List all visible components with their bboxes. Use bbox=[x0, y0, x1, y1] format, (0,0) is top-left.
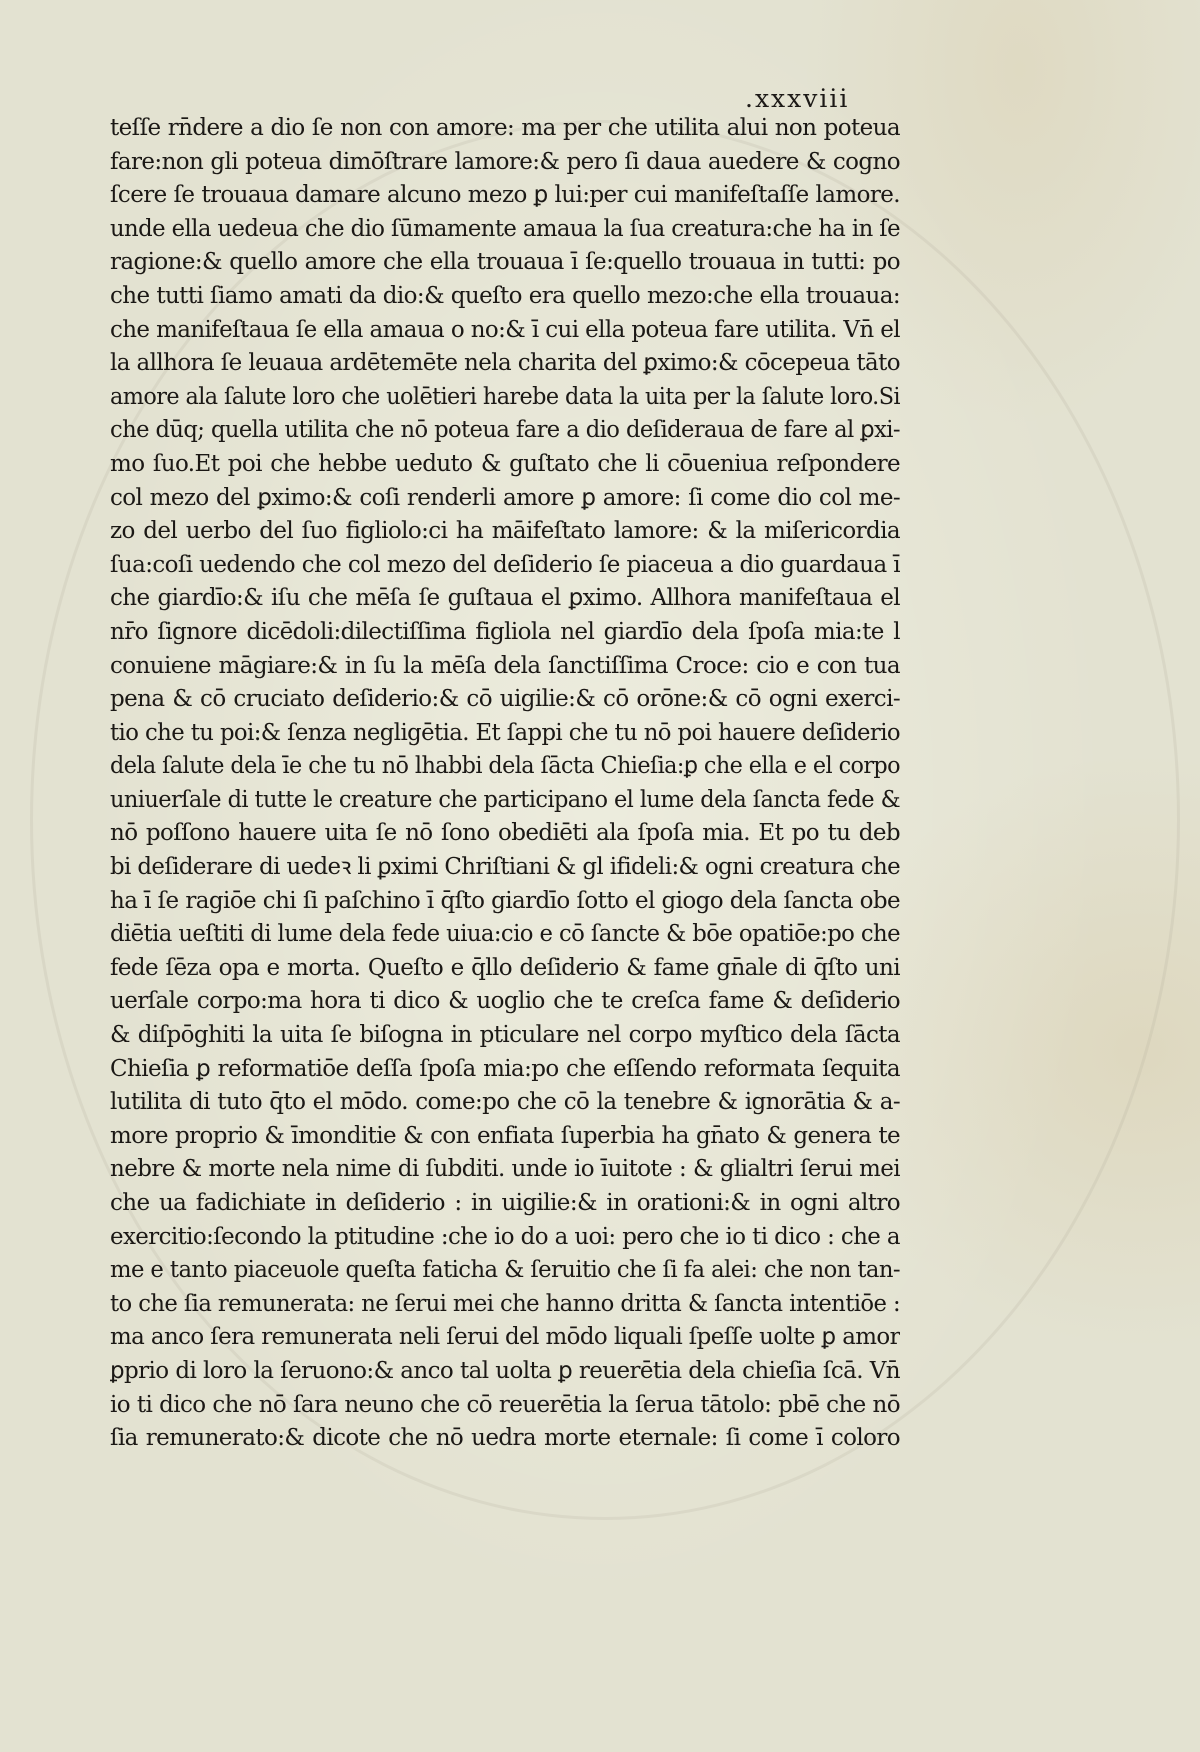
text-line: diētia ueſtiti di lume dela fede uiua:cio e cō ſancte & bōe opatiōe:po che bbox=[110, 921, 900, 948]
text-line: teſſe rn̄dere a dio ſe non con amore: ma per che utilita alui non poteua bbox=[110, 115, 900, 141]
text-line: ſia remunerato:& dicote che nō uedra morte eternale: ſi come ī coloro bbox=[110, 1425, 900, 1452]
text-line: dela ſalute dela īe che tu nō lhabbi dela ſācta Chieſia:ꝑ che ella e el corpo bbox=[110, 753, 900, 780]
text-line: nr̄o ſignore dicēdoli:dilectiſſima figliola nel giardīo dela ſpoſa mia:te l bbox=[110, 618, 900, 645]
text-line: & diſpōghiti la uita ſe biſogna in pticulare nel corpo myſtico dela ſācta bbox=[110, 1022, 900, 1049]
text-line: io ti dico che nō ſara neuno che cō reuerētia la ſerua tātolo: pbē che nō bbox=[110, 1391, 900, 1418]
folio-number: .xxxviii bbox=[745, 84, 850, 113]
text-line: unde ella uedeua che dio ſūmamente amaua la ſua creatura:che ha in ſe bbox=[110, 215, 900, 242]
text-line: conuiene māgiare:& in ſu la mēſa dela ſanctiſſima Croce: cio e con tua bbox=[110, 652, 900, 679]
text-line: uniuerſale di tutte le creature che participano el lume dela ſancta fede & bbox=[110, 786, 900, 813]
text-line: zo del uerbo del ſuo figliolo:ci ha māifeſtato lamore: & la miſericordia bbox=[110, 518, 900, 545]
text-line: ha ī ſe ragiōe chi ſi paſchino ī q̄ſto giardīo ſotto el giogo dela ſancta obe bbox=[110, 887, 900, 914]
text-line: che manifeſtaua ſe ella amaua o no:& ī cui ella poteua fare utilita. Vn̄ el bbox=[110, 316, 900, 343]
text-line: pena & cō cruciato deſiderio:& cō uigilie:& cō orōne:& cō ogni exerci- bbox=[110, 686, 900, 713]
text-line: ſua:coſi uedendo che col mezo del deſiderio ſe piaceua a dio guardaua ī bbox=[110, 551, 900, 578]
text-line: lutilita di tuto q̄to el mōdo. come:po che cō la tenebre & ignorātia & a- bbox=[110, 1089, 900, 1116]
text-line: ragione:& quello amore che ella trouaua ī ſe:quello trouaua in tutti: po bbox=[110, 249, 900, 276]
text-line: mo ſuo.Et poi che hebbe ueduto & guſtato che li cōueniua reſpondere bbox=[110, 450, 900, 477]
text-line: col mezo del ꝑximo:& coſi renderli amore ꝑ amore: ſi come dio col me- bbox=[110, 484, 900, 511]
text-line: ꝑprio di loro la ſeruono:& anco tal uolta ꝑ reuerētia dela chieſia ſcā. Vn̄ bbox=[110, 1357, 900, 1384]
text-line: nebre & morte nela nime di ſubditi. unde io īuitote : & glialtri ſerui mei bbox=[110, 1156, 900, 1183]
text-line: che giardīo:& iſu che mēſa ſe guſtaua el ꝑximo. Allhora manifeſtaua el bbox=[110, 585, 900, 612]
text-line: bi deſiderare di uedeꝛ li ꝑximi Chriſtiani & gl ifideli:& ogni creatura che bbox=[110, 854, 900, 881]
text-line: fare:non gli poteua dimōſtrare lamore:& pero ſi daua auedere & cogno bbox=[110, 148, 900, 175]
text-line: ſcere ſe trouaua damare alcuno mezo ꝑ lui:per cui manifeſtaſſe lamore. bbox=[110, 182, 900, 209]
text-line: fede ſēza opa e morta. Queſto e q̄llo deſiderio & fame gn̄ale di q̄ſto uni bbox=[110, 954, 900, 981]
text-line: nō poſſono hauere uita ſe nō ſono obediēti ala ſpoſa mia. Et po tu deb bbox=[110, 820, 900, 847]
text-line: me e tanto piaceuole queſta faticha & ſeruitio che ſi fa alei: che non tan- bbox=[110, 1257, 900, 1284]
text-line: more proprio & īmonditie & con enfiata ſuperbia ha gn̄ato & genera te bbox=[110, 1122, 900, 1149]
text-line: uerſale corpo:ma hora ti dico & uoglio che te creſca fame & deſiderio bbox=[110, 988, 900, 1015]
text-line: ma anco ſera remunerata neli ſerui del mōdo liquali ſpeſſe uolte ꝑ amor bbox=[110, 1324, 900, 1351]
text-line: Chieſia ꝑ reformatiōe deſſa ſpoſa mia:po che eſſendo reformata ſequita bbox=[110, 1055, 900, 1082]
text-line: la allhora ſe leuaua ardētemēte nela charita del ꝑximo:& cōcepeua tāto bbox=[110, 350, 900, 377]
text-line: to che ſia remunerata: ne ſerui mei che hanno dritta & ſancta intentiōe : bbox=[110, 1290, 900, 1317]
text-line: exercitio:ſecondo la ptitudine :che io do a uoi: pero che io ti dico : che a bbox=[110, 1223, 900, 1250]
body-text bbox=[110, 112, 900, 1456]
text-line: tio che tu poi:& ſenza negligētia. Et ſappi che tu nō poi hauere deſiderio bbox=[110, 719, 900, 746]
text-line: che tutti ſiamo amati da dio:& queſto era quello mezo:che ella trouaua: bbox=[110, 282, 900, 309]
text-line: che ua fadichiate in deſiderio : in uigilie:& in orationi:& in ogni altro bbox=[110, 1190, 900, 1216]
text-line: che dūq; quella utilita che nō poteua fare a dio deſideraua de fare al ꝑxi- bbox=[110, 417, 900, 444]
text-line: amore ala ſalute loro che uolētieri harebe data la uita per la ſalute loro.Si bbox=[110, 383, 900, 410]
